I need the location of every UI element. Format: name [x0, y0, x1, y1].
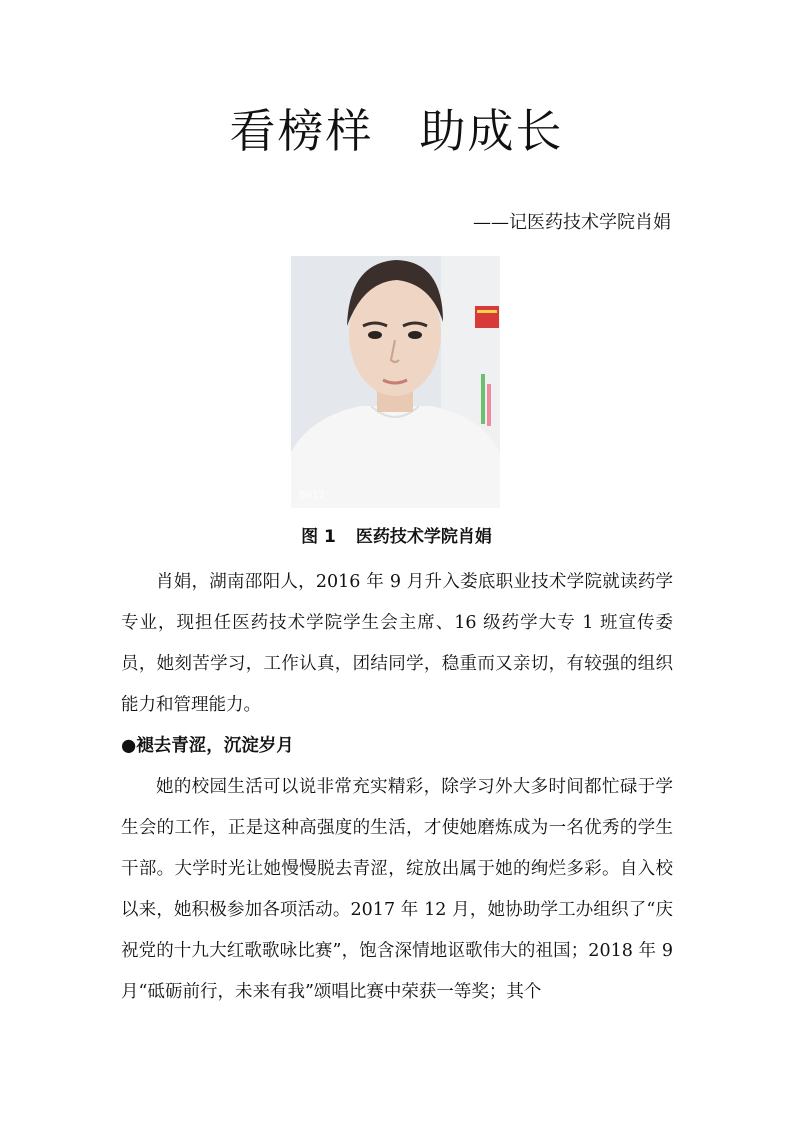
caption-text: 医药技术学院肖娟: [355, 527, 492, 547]
caption-label: 图 1: [301, 527, 336, 547]
article-body: [121, 562, 673, 1013]
portrait-photo: [291, 256, 500, 508]
page-title: [0, 95, 793, 161]
photo-caption: [0, 522, 793, 547]
title-part-2: 助成长: [419, 104, 564, 158]
title-part-1: 看榜样: [229, 104, 374, 158]
photo-watermark: B612: [299, 490, 325, 501]
byline: ——记医药技术学院肖娟: [473, 212, 671, 233]
intro-paragraph: 肖娟，湖南邵阳人，2016 年 9 月升入娄底职业技术学院就读药学专业，现担任医药技术学院学生会主席、16 级药学大专 1 班宣传委员，她刻苦学习，工作认真，团结同学，稳重而又亲切，有较强的组织能力和管理能力。: [121, 572, 673, 715]
portrait-illustration: [291, 256, 500, 508]
section-heading: ●褪去青涩，沉淀岁月: [121, 736, 294, 756]
section-paragraph: 她的校园生活可以说非常充实精彩，除学习外大多时间都忙碌于学生会的工作，正是这种高强度的生活，才使她磨炼成为一名优秀的学生干部。大学时光让她慢慢脱去青涩，绽放出属于她的绚烂多彩。自入校以来，她积极参加各项活动。2017 年 12 月，她协助学工办组织了“庆祝党的十九大红歌歌咏比赛”，饱含深情地讴歌伟大的祖国；2018 年 9 月“砥砺前行，未来有我”颂唱比赛中荣获一等奖；其个: [121, 777, 673, 1002]
